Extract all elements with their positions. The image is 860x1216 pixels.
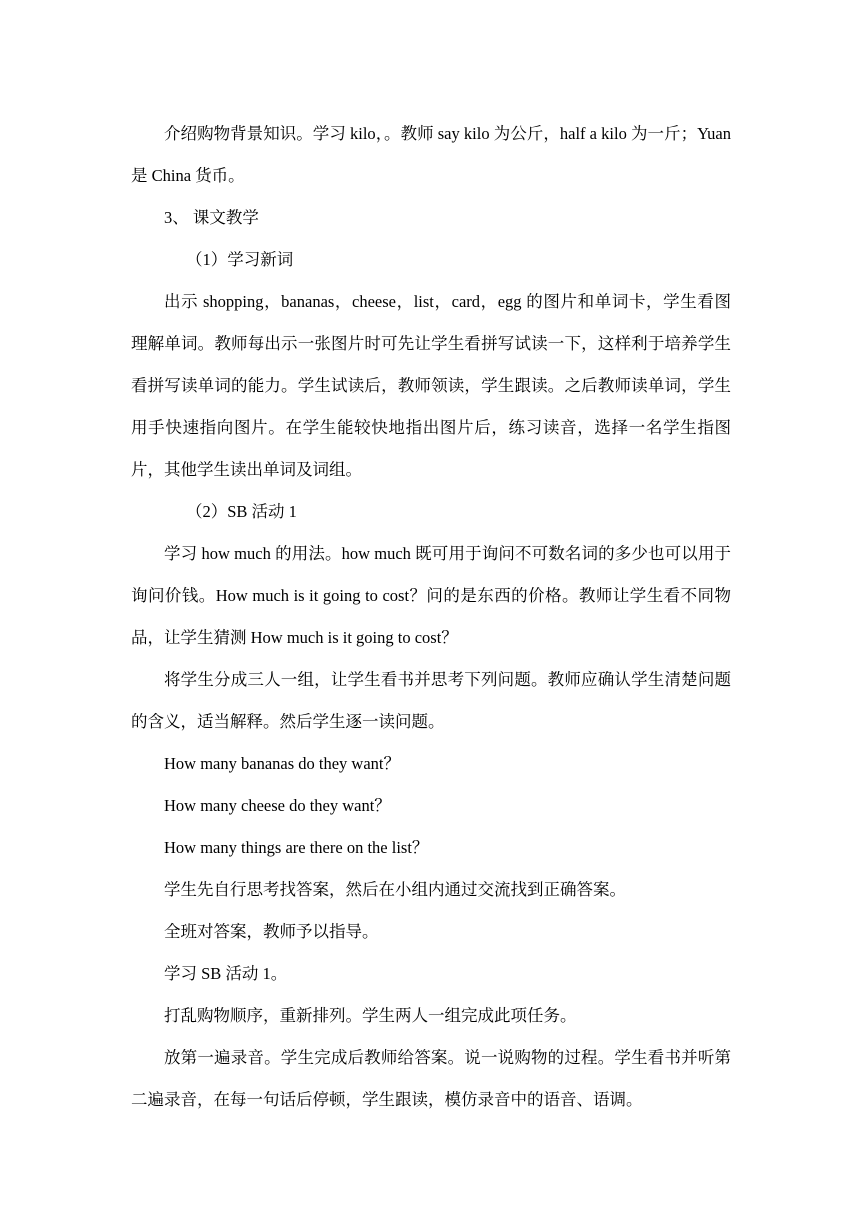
paragraph-group-questions: 将学生分成三人一组，让学生看书并思考下列问题。教师应确认学生清楚问题的含义，适当解释。然后学生逐一读问题。 [131, 670, 731, 731]
subheading-sb-activity-1: （2）SB 活动 1 [186, 502, 297, 521]
paragraph-find-answers: 学生先自行思考找答案，然后在小组内通过交流找到正确答案。 [164, 880, 626, 899]
paragraph-how-much: 学习 how much 的用法。how much 既可用于询问不可数名词的多少也可以用于询问价钱。How much is it going to cost？问的是东西的价格。教师让学生看不同物品，让学生猜测 How much is it going to cost？ [131, 544, 731, 647]
paragraph-check-answers: 全班对答案，教师予以指导。 [164, 922, 379, 941]
document-body [131, 113, 731, 1121]
paragraph-reorder-shopping: 打乱购物顺序，重新排列。学生两人一组完成此项任务。 [164, 1006, 577, 1025]
paragraph-play-recording: 放第一遍录音。学生完成后教师给答案。说一说购物的过程。学生看书并听第二遍录音，在每一句话后停顿，学生跟读，模仿录音中的语音、语调。 [131, 1048, 731, 1109]
question-things-on-list: How many things are there on the list？ [164, 838, 429, 857]
paragraph-study-sb-activity: 学习 SB 活动 1。 [164, 964, 288, 983]
question-cheese: How many cheese do they want？ [164, 796, 391, 815]
paragraph-new-words: 出示 shopping，bananas，cheese，list，card，egg 的图片和单词卡，学生看图理解单词。教师每出示一张图片时可先让学生看拼写试读一下，这样利于培养学生看拼写读单词的能力。学生试读后，教师领读，学生跟读。之后教师读单词，学生用手快速指向图片。在学生能较快地指出图片后，练习读音，选择一名学生指图片，其他学生读出单词及词组。 [131, 292, 731, 479]
paragraph-shopping-background: 介绍购物背景知识。学习 kilo，。教师 say kilo 为公斤，half a kilo 为一斤；Yuan 是 China 货币。 [131, 124, 731, 185]
question-bananas: How many bananas do they want？ [164, 754, 400, 773]
subheading-new-words: （1）学习新词 [186, 250, 294, 269]
section-heading-text-teaching: 3、 课文教学 [164, 208, 259, 227]
